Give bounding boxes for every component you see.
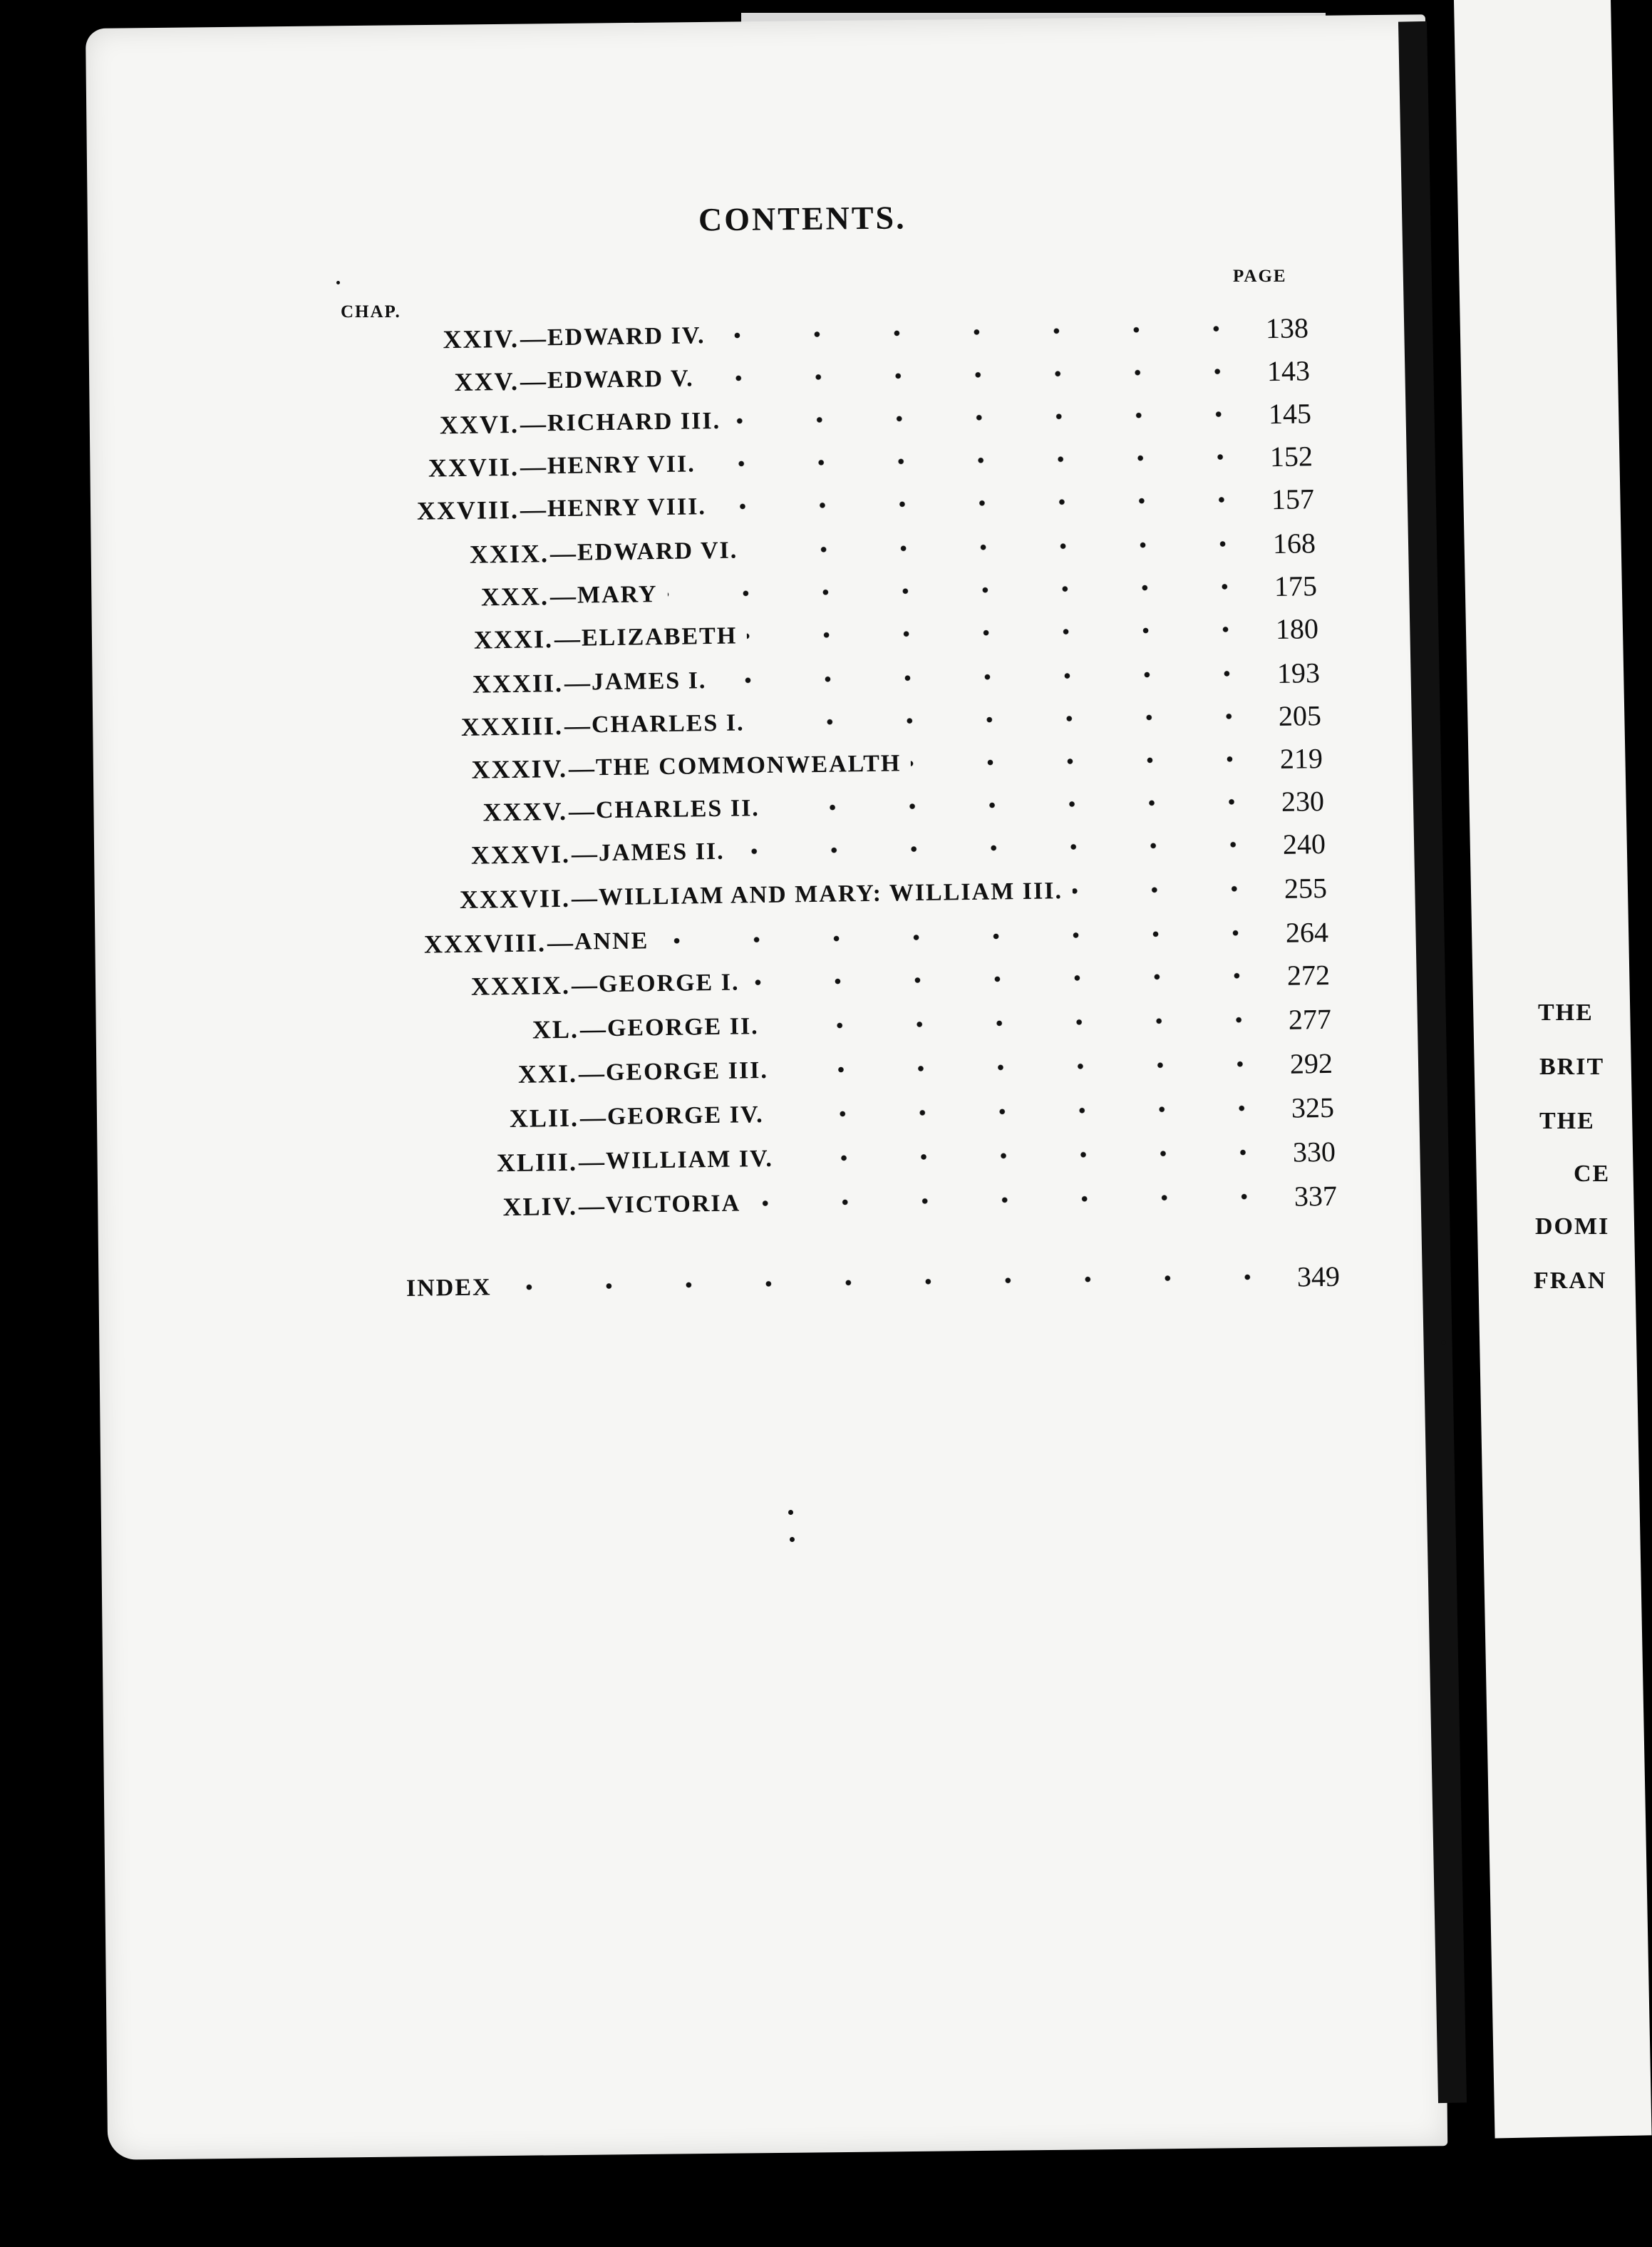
toc-entry: XL. — GEORGE II. 277 [356,997,1349,1054]
facing-line-3: THE [1539,1108,1595,1134]
page-number: 264 [1285,915,1329,949]
chapter-title: ELIZABETH [581,622,738,652]
page-number: 330 [1292,1135,1336,1168]
dot-leader [774,1105,1281,1118]
page-number: 230 [1281,784,1325,818]
toc-entry: XLIV. — VICTORIA 337 [356,1173,1355,1230]
chapter-number: XXI. [517,1059,578,1089]
ink-speck [788,1510,793,1515]
chapter-title: HENRY VIII. [547,493,707,523]
ink-speck [1441,1340,1446,1345]
dot-leader [731,411,1259,423]
page-number: 292 [1289,1047,1333,1080]
chapter-title: JAMES II. [598,838,725,867]
chapter-number: XXXIV. [471,754,568,784]
page-number: 219 [1279,741,1323,775]
chapter-title: GEORGE I. [598,969,740,998]
page-number: 168 [1272,526,1316,560]
chapter-number: XXIV. [443,324,520,354]
index-label: INDEX [406,1274,492,1302]
page-number: 193 [1276,656,1321,689]
toc-entry: XXXVII. — WILLIAM AND MARY: WILLIAM III. 255 [356,866,1345,922]
ink-speck [336,281,340,284]
chapter-title: ANNE [574,927,649,955]
dot-leader [749,972,1277,985]
toc-entry: XXXVIII. — ANNE 264 [356,910,1346,967]
chapter-number: XL. [532,1014,579,1044]
toc-entry: XXXII. — JAMES I. 193 [356,651,1338,707]
dot-leader [502,1274,1287,1290]
dot-leader [769,1017,1279,1029]
page-number: 145 [1268,396,1312,430]
toc-entry: XXX. — MARY 175 [356,564,1335,620]
chapter-title: CHARLES II. [595,795,760,824]
dot-leader [770,798,1271,811]
dot-leader [1073,885,1274,894]
toc-entry: XXXIII. — CHARLES I. 205 [356,694,1339,750]
chapter-number: XXVI. [439,409,520,440]
chapter-number: XXXII. [472,668,564,699]
toc-entry: XXXVI. — JAMES II. 240 [356,822,1343,878]
dot-leader [911,756,1270,766]
dot-leader [716,496,1261,510]
chapter-number: XXXV. [482,796,568,827]
chapter-title: JAMES I. [591,667,707,696]
page-number: 180 [1275,612,1319,645]
page-number: 272 [1286,958,1331,992]
toc-index-entry [406,1254,1358,1310]
dot-leader [783,1149,1283,1162]
page-title: CONTENTS. [698,199,907,238]
toc-entry: XLII. — GEORGE IV. 325 [356,1086,1352,1142]
page-number: 240 [1282,827,1326,860]
dot-leader [659,930,1276,944]
toc-entry: XXXIV. — THE COMMONWEALTH 219 [356,736,1341,793]
dot-leader [747,626,1266,639]
chapter-number: XXVII. [428,452,520,483]
toc-entry: XXVI. — RICHARD III. 145 [356,391,1329,448]
facing-line-1: THE [1538,999,1594,1026]
dot-leader [735,841,1273,855]
facing-line-6: FRAN [1534,1268,1607,1294]
chapter-number: XXXVII. [459,883,571,914]
chapter-title: VICTORIA [605,1190,741,1219]
chapter-title: GEORGE II. [606,1013,759,1042]
toc-entry: XXV. — EDWARD V. 143 [356,349,1328,405]
chapter-title: WILLIAM AND MARY: WILLIAM III. [598,878,1063,911]
page-number: 138 [1265,311,1309,344]
page-number: 143 [1266,354,1311,387]
page-number: 152 [1269,439,1313,473]
chapter-title: EDWARD V. [547,365,694,394]
toc-entry: XLIII. — WILLIAM IV. 330 [356,1129,1353,1186]
chapter-title: EDWARD VI. [577,537,738,566]
page-number: 277 [1288,1002,1332,1036]
toc-entry: XXI. — GEORGE III. 292 [356,1042,1351,1098]
chapter-title: EDWARD IV. [547,322,706,351]
chapter-number: XLIV. [502,1191,578,1222]
facing-line-4: CE [1574,1161,1611,1187]
facing-line-2: BRIT [1539,1054,1605,1080]
chapter-number: XLIII. [496,1147,578,1178]
toc-entry: XXVIII. — HENRY VIII. 157 [356,477,1332,533]
dot-leader [750,1193,1284,1206]
toc-entry: XXIX. — EDWARD VI. 168 [356,521,1333,577]
page-number: 205 [1278,699,1322,732]
chapter-number: XLII. [509,1103,579,1133]
chapter-title: WILLIAM IV. [605,1145,774,1175]
index-page-number: 349 [1296,1260,1341,1293]
chapter-title: GEORGE III. [605,1056,769,1086]
chapter-number: XXXIII. [460,711,564,741]
chapter-title: HENRY VII. [547,451,696,480]
toc-entry: XXXIX. — GEORGE I. 272 [356,953,1348,1009]
page-number: 337 [1294,1179,1338,1213]
chapter-title: MARY [577,581,658,609]
chapter-number: XXVIII. [416,495,520,525]
dot-leader [667,583,1264,597]
chap-column-header: CHAP. [341,302,401,322]
dot-leader [778,1061,1280,1074]
page-number: 255 [1284,871,1328,905]
dot-leader [715,325,1256,339]
chapter-title: RICHARD III. [547,407,721,437]
chapter-number: XXXI. [473,624,554,654]
chapter-number: XXIX. [469,539,549,569]
toc-entry: XXVII. — HENRY VII. 152 [356,434,1331,490]
chapter-number: XXXVI. [470,839,571,870]
chapter-number: XXXIX. [470,970,571,1001]
page-number: 325 [1291,1091,1335,1124]
toc-entry: XXXV. — CHARLES II. 230 [356,779,1342,835]
chapter-number: XXV. [454,366,520,397]
facing-line-5: DOMI [1535,1213,1610,1240]
dot-leader [716,670,1267,684]
toc-entry: XXIV. — EDWARD IV. 138 [356,306,1326,362]
dot-leader [706,453,1260,467]
chapter-number: XXXVIII. [423,928,547,959]
chapter-title: GEORGE IV. [606,1101,764,1131]
dot-leader [754,713,1268,726]
chapter-title: THE COMMONWEALTH [595,750,902,781]
chapter-number: XXX. [480,582,549,612]
toc-entry: XXXI. — ELIZABETH 180 [356,607,1336,663]
page-number: 175 [1274,569,1318,602]
page-column-header: PAGE [1233,267,1287,286]
page-number: 157 [1271,482,1315,515]
dot-leader [748,540,1263,553]
dot-leader [704,368,1257,381]
chapter-title: CHARLES I. [591,709,745,739]
ink-speck [790,1537,795,1542]
